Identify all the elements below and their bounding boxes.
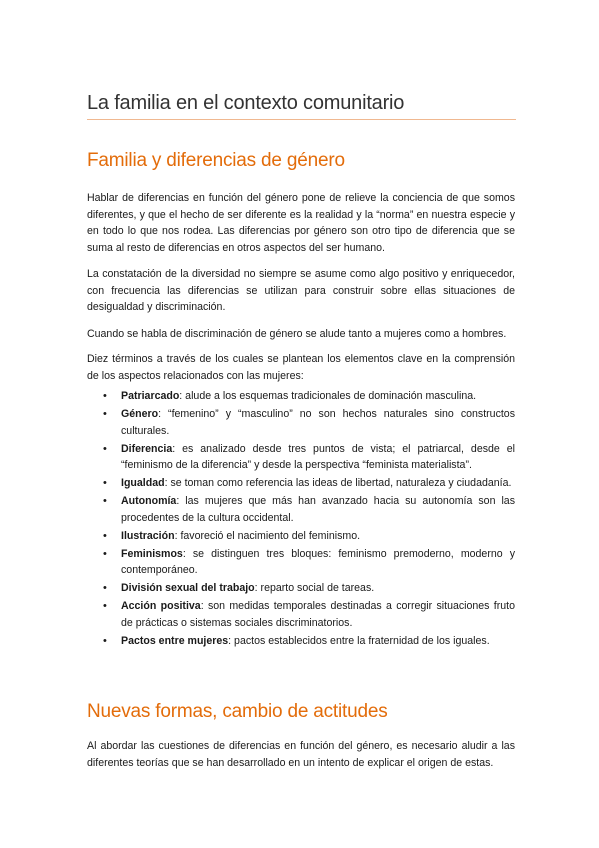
term-definition: : reparto social de tareas. (254, 582, 375, 595)
paragraph-intro: Hablar de diferencias en función del género pone de relieve la conciencia de que somos diferentes, y que el hecho de ser diferente es la realidad y la “norma” en nuestra especie y en todo lo que nos rodea. Las diferencias por género son otro tipo de diferencia que se suma al resto de diferencias en otros aspectos del ser humano. (87, 192, 515, 254)
term-definition: : pactos establecidos entre la fraternidad de los iguales. (228, 634, 490, 647)
bullet-icon: • (103, 407, 107, 420)
bullet-icon: • (103, 582, 107, 595)
list-item (87, 475, 515, 492)
bullet-icon: • (103, 477, 107, 490)
section-heading-new-forms: Nuevas formas, cambio de actitudes (87, 701, 388, 722)
paragraph-theories: Al abordar las cuestiones de diferencias en función del género, es necesario aludir a las diferentes teorías que se han desarrollado en un intento de explicar el origen de estas. (87, 740, 515, 769)
term-name: División sexual del trabajo (121, 582, 255, 595)
term-name: Autonomía (121, 495, 177, 508)
term-definition: : “femenino” y “masculino” no son hechos naturales sino constructos culturales. (121, 407, 515, 437)
bullet-icon: • (103, 390, 107, 402)
list-item (87, 633, 515, 650)
bullet-icon: • (103, 634, 107, 647)
term-definition: : alude a los esquemas tradicionales de dominación masculina. (179, 390, 477, 402)
term-definition: : se toman como referencia las ideas de libertad, naturaleza y ciudadanía. (164, 477, 512, 490)
paragraph-diversity: La constatación de la diversidad no siempre se asume como algo positivo y enriquecedor, con frecuencia las diferencias se utilizan para construir sobre ellas situaciones de desigualdad y discriminación. (87, 268, 515, 314)
list-item (87, 598, 515, 631)
list-item (87, 406, 515, 439)
term-name: Género (121, 407, 159, 420)
list-item (87, 441, 515, 474)
section-heading-gender-differences: Familia y diferencias de género (87, 150, 345, 171)
term-name: Feminismos (121, 547, 183, 560)
bullet-icon: • (103, 547, 107, 560)
document-title: La familia en el contexto comunitario (87, 92, 405, 114)
term-name: Diferencia (121, 442, 173, 455)
list-item (87, 388, 515, 405)
title-divider (87, 119, 516, 120)
bullet-icon: • (103, 529, 107, 542)
list-item (87, 493, 515, 526)
term-name: Pactos entre mujeres (121, 634, 229, 647)
bullet-icon: • (103, 442, 107, 455)
list-item (87, 528, 515, 545)
list-item (87, 580, 515, 597)
term-name: Igualdad (121, 477, 165, 490)
key-terms-list (87, 388, 515, 651)
term-name: Patriarcado (121, 390, 180, 402)
term-name: Acción positiva (121, 600, 201, 613)
paragraph-discrimination: Cuando se habla de discriminación de género se alude tanto a mujeres como a hombres. (87, 328, 507, 340)
term-definition: : son medidas temporales destinadas a corregir situaciones fruto de prácticas o sistemas sociales discriminatorios. (121, 600, 515, 629)
term-definition: : las mujeres que más han avanzado hacia su autonomía son las procedentes de la cultura occidental. (121, 495, 515, 524)
bullet-icon: • (103, 495, 107, 508)
term-definition: : se distinguen tres bloques: feminismo premoderno, moderno y contemporáneo. (121, 547, 515, 577)
bullet-icon: • (103, 600, 107, 613)
list-item (87, 546, 515, 579)
term-name: Ilustración (121, 529, 175, 542)
term-definition: : favoreció el nacimiento del feminismo. (174, 529, 361, 542)
paragraph-terms-intro: Diez términos a través de los cuales se plantean los elementos clave en la comprensión de los aspectos relacionados con las mujeres: (87, 353, 515, 382)
term-definition: : es analizado desde tres puntos de vista; el patriarcal, desde el “feminismo de la diferencia” y desde la perspectiva “feminista materialista”. (121, 442, 515, 472)
